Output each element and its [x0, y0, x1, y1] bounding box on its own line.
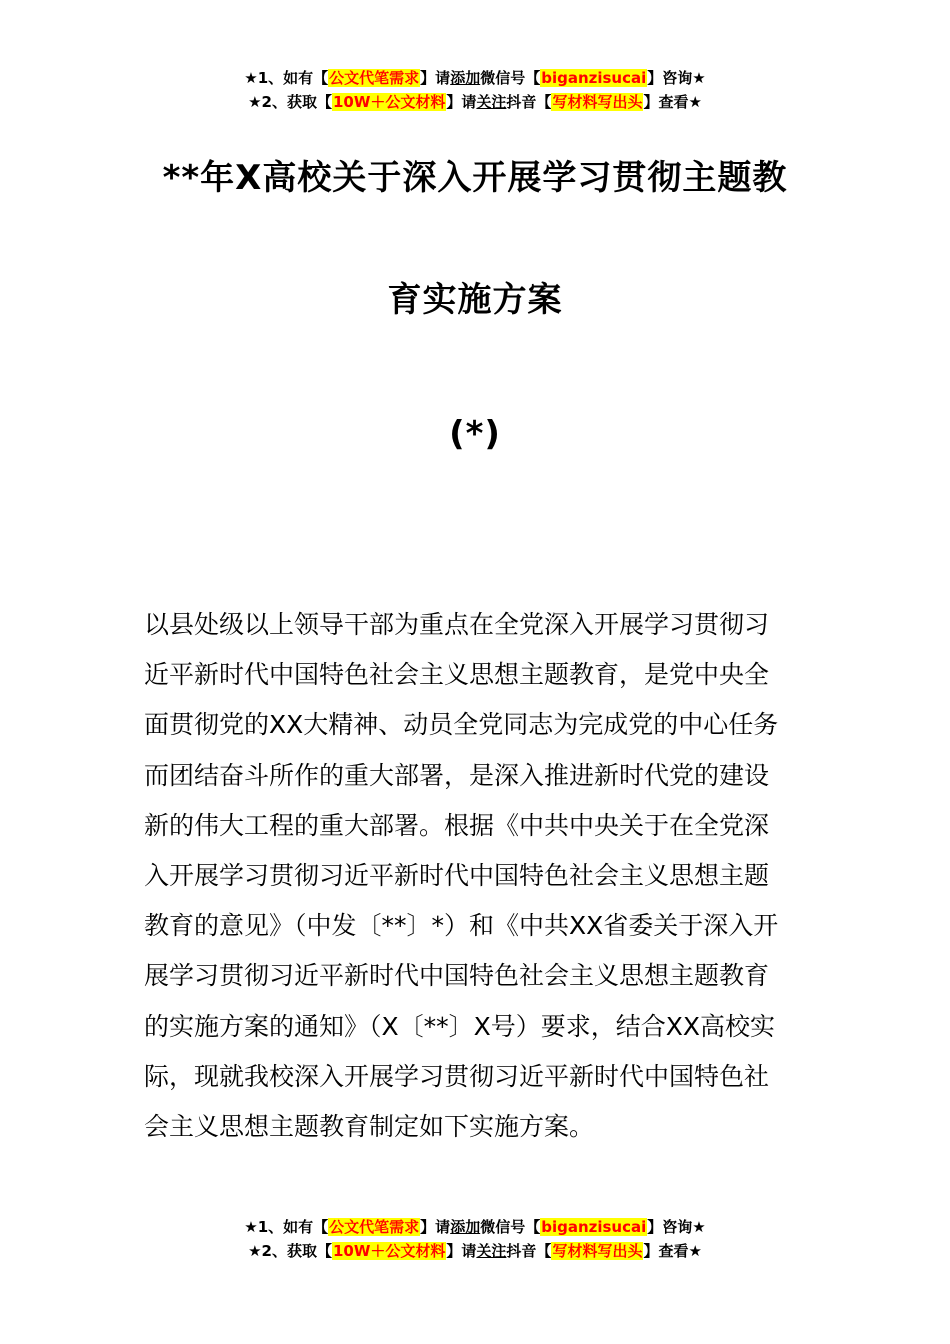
document-title-number: (*): [449, 414, 501, 454]
header-banner: [0, 66, 950, 114]
body-line: 入开展学习贯彻习近平新时代中国特色社会主义思想主题: [144, 861, 770, 891]
banner-text: 】咨询★: [647, 69, 706, 87]
banner-text: 】请: [446, 93, 477, 111]
banner-underlined: 添加: [450, 69, 481, 87]
document-title-line-2: 育实施方案: [387, 280, 563, 320]
banner-line-2: [0, 90, 950, 114]
body-line: 展学习贯彻习近平新时代中国特色社会主义思想主题教育: [144, 961, 770, 991]
banner-text: ★1、如有【: [244, 69, 329, 87]
body-line: 近平新时代中国特色社会主义思想主题教育，是党中央全: [144, 660, 770, 690]
banner-text: 微信号【: [480, 69, 541, 87]
document-title-line-1: **年X高校关于深入开展学习贯彻主题教: [162, 158, 788, 198]
document-body: [144, 600, 808, 1152]
banner-underlined: 关注: [476, 1242, 507, 1260]
banner-text: ★1、如有【: [244, 1218, 329, 1236]
banner-text: 抖音【: [506, 1242, 552, 1260]
body-line: 的实施方案的通知》（X〔**〕X号）要求，结合XX高校实: [144, 1011, 776, 1041]
banner-text: 】请: [420, 69, 451, 87]
body-line: 教育的意见》（中发〔**〕*）和《中共XX省委关于深入开: [144, 911, 779, 941]
banner-text: ★2、获取【: [248, 1242, 332, 1260]
banner-text: 】查看★: [643, 93, 702, 111]
body-line: 面贯彻党的XX大精神、动员全党同志为完成党的中心任务: [144, 710, 779, 740]
banner-text: 微信号【: [480, 1218, 541, 1236]
banner-highlight: 10W＋公文材料: [332, 93, 446, 111]
banner-text: 】查看★: [643, 1242, 702, 1260]
banner-text: 抖音【: [506, 93, 552, 111]
banner-highlight: 写材料写出头: [552, 1242, 643, 1260]
body-line: 新的伟大工程的重大部署。根据《中共中央关于在全党深: [144, 810, 770, 840]
banner-text: ★2、获取【: [248, 93, 332, 111]
banner-line-1: [0, 66, 950, 90]
banner-line-2: [0, 1239, 950, 1263]
banner-highlight: biganzisucai: [541, 1218, 647, 1236]
banner-highlight: biganzisucai: [541, 69, 647, 87]
banner-highlight: 公文代笔需求: [329, 69, 420, 87]
footer-banner: [0, 1215, 950, 1263]
banner-line-1: [0, 1215, 950, 1239]
body-line: 会主义思想主题教育制定如下实施方案。: [144, 1112, 595, 1142]
banner-underlined: 关注: [476, 93, 507, 111]
banner-text: 】请: [446, 1242, 477, 1260]
banner-text: 】请: [420, 1218, 451, 1236]
body-line: 际，现就我校深入开展学习贯彻习近平新时代中国特色社: [144, 1061, 770, 1091]
body-line: 而团结奋斗所作的重大部署，是深入推进新时代党的建设: [144, 760, 770, 790]
banner-highlight: 写材料写出头: [552, 93, 643, 111]
banner-highlight: 公文代笔需求: [329, 1218, 420, 1236]
banner-highlight: 10W＋公文材料: [332, 1242, 446, 1260]
body-line: 以县处级以上领导干部为重点在全党深入开展学习贯彻习: [144, 610, 770, 639]
banner-underlined: 添加: [450, 1218, 481, 1236]
banner-text: 】咨询★: [647, 1218, 706, 1236]
